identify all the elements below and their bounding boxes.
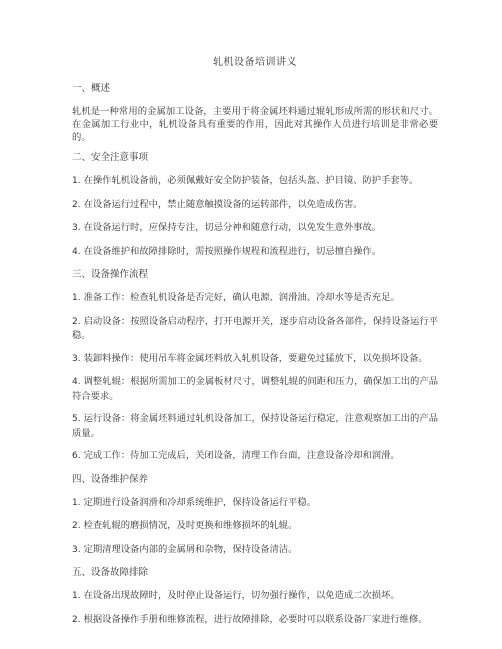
item-number: 3. [72, 353, 81, 364]
item-number: 2. [72, 614, 81, 625]
item-number: 2. [72, 316, 81, 327]
section-heading-operation: 三、设备操作流程 [72, 269, 149, 280]
overview-paragraph: 轧机是一种常用的金属加工设备，主要用于将金属坯料通过辊轧形成所需的形状和尺寸。在金属加工行业中，轧机设备具有重要的作用，因此对其操作人员进行培训是非常必要的。 [72, 106, 438, 143]
item-text: 定期清理设备内部的金属屑和杂物，保持设备清洁。 [83, 543, 298, 555]
item-number: 5. [72, 414, 81, 424]
item-text: 完成工作：待加工完成后，关闭设备，清理工作台面，注意设备冷却和润滑。 [83, 450, 400, 461]
list-item [72, 174, 438, 189]
document-title: 轧机设备培训讲义 [213, 57, 297, 68]
item-text: 在设备运行过程中，禁止随意触摸设备的运转部件，以免造成伤害。 [83, 198, 363, 210]
section-heading-safety: 二、安全注意事项 [72, 152, 149, 163]
item-number: 1. [72, 293, 81, 303]
list-item [72, 198, 438, 213]
item-number: 1. [72, 497, 81, 508]
list-item [72, 291, 438, 306]
item-text: 准备工作：检查轧机设备是否完好，确认电源、润滑油、冷却水等是否充足。 [83, 292, 400, 303]
list-item [72, 375, 438, 403]
item-text: 在设备出现故障时，及时停止设备运行，切勿强行操作，以免造成二次损坏。 [83, 590, 400, 601]
list-item [72, 412, 438, 440]
list-item [72, 245, 438, 260]
item-number: 3. [72, 544, 81, 555]
list-item [72, 449, 438, 464]
item-number: 4. [72, 246, 81, 257]
section-heading-maintenance: 四、设备维护保养 [72, 473, 149, 485]
list-item [72, 543, 438, 558]
list-item [72, 352, 438, 367]
item-text: 运行设备：将金属坯料通过轧机设备加工，保持设备运行稳定，注意观察加工出的产品质量。 [72, 413, 438, 439]
item-text: 调整轧辊：根据所需加工的金属板材尺寸，调整轧辊的间距和压力，确保加工出的产品符合要求。 [72, 376, 438, 402]
section-heading-overview: 一、概述 [72, 83, 111, 94]
item-number: 1. [72, 176, 81, 186]
item-number: 2. [72, 199, 81, 210]
list-item [72, 496, 438, 511]
item-number: 6. [72, 451, 81, 461]
item-text: 在设备运行时，应保持专注，切忌分神和随意行动，以免发生意外事故。 [83, 222, 382, 233]
item-text: 根据设备操作手册和维修流程，进行故障排除，必要时可以联系设备厂家进行维修。 [83, 613, 428, 625]
item-number: 2. [72, 521, 81, 531]
list-item [72, 315, 438, 343]
list-item [72, 613, 438, 628]
item-text: 在操作轧机设备前，必须佩戴好安全防护装备，包括头盔、护目镜、防护手套等。 [83, 175, 419, 186]
list-item [72, 519, 438, 534]
item-text: 装卸料操作：使用吊车将金属坯料放入轧机设备，要避免过猛放下，以免损坏设备。 [83, 352, 428, 364]
item-text: 在设备维护和故障排除时，需按照操作规程和流程进行，切忌擅自操作。 [83, 245, 382, 257]
item-text: 定期进行设备润滑和冷却系统维护，保持设备运行平稳。 [83, 496, 316, 508]
item-number: 4. [72, 377, 81, 387]
item-number: 1. [72, 591, 81, 601]
list-item [72, 221, 438, 236]
item-number: 3. [72, 223, 81, 233]
item-text: 检查轧辊的磨损情况，及时更换和维修损坏的轧辊。 [83, 520, 298, 531]
list-item [72, 589, 438, 604]
section-heading-troubleshooting: 五、设备故障排除 [72, 567, 149, 578]
item-text: 启动设备：按照设备启动程序，打开电源开关，逐步启动设备各部件，保持设备运行平稳。 [72, 315, 438, 341]
